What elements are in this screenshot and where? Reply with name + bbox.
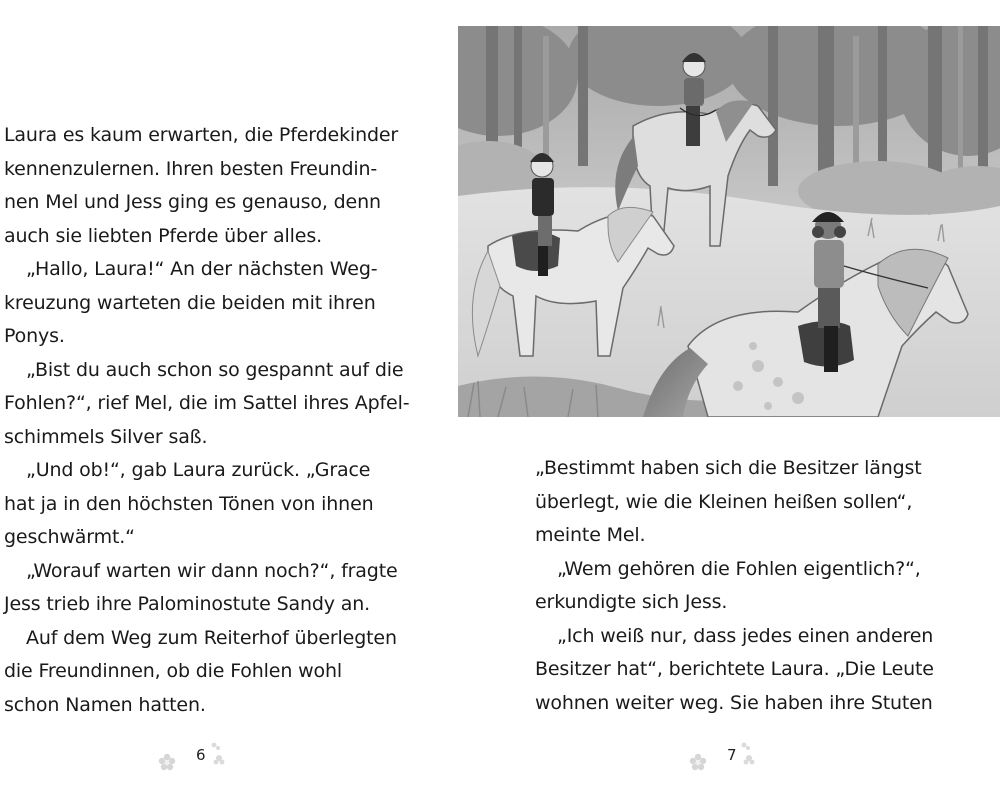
text-line: „Ich weiß nur, dass jedes einen anderen xyxy=(557,624,934,647)
page-number: 7 xyxy=(727,746,737,764)
text-line: auch sie liebten Pferde über alles. xyxy=(4,224,322,247)
text-line: „Und ob!“, gab Laura zurück. „Grace xyxy=(26,459,371,481)
left-page xyxy=(0,0,450,800)
text-line: Besitzer hat“, berichtete Laura. „Die Leute xyxy=(535,658,934,680)
text-line: erkundigte sich Jess. xyxy=(535,591,728,613)
flower-ornament-icon xyxy=(206,740,226,768)
text-line: wohnen weiter weg. Sie haben ihre Stuten xyxy=(535,691,933,714)
text-line: nen Mel und Jess ging es genauso, denn xyxy=(4,191,381,213)
text-line: schimmels Silver saß. xyxy=(4,425,208,448)
text-line: hat ja in den höchsten Tönen von ihnen xyxy=(4,492,374,515)
text-line: „Hallo, Laura!“ An der nächsten Weg- xyxy=(26,258,378,280)
text-line: geschwärmt.“ xyxy=(4,526,135,548)
story-illustration xyxy=(458,26,1000,417)
text-line: schon Namen hatten. xyxy=(4,693,206,716)
flower-ornament-icon xyxy=(156,751,178,773)
text-line: Auf dem Weg zum Reiterhof überlegten xyxy=(26,626,397,649)
right-page xyxy=(450,0,1000,800)
flower-ornament-icon xyxy=(687,751,709,773)
text-line: Fohlen?“, rief Mel, die im Sattel ihres Apfel- xyxy=(4,392,410,414)
riders-in-forest-image xyxy=(458,26,1000,417)
text-line: kreuzung warteten die beiden mit ihren xyxy=(4,291,376,314)
text-line: „Bist du auch schon so gespannt auf die xyxy=(26,358,404,381)
text-line: überlegt, wie die Kleinen heißen sollen“, xyxy=(535,490,913,513)
left-page-text xyxy=(4,119,444,722)
page-number: 6 xyxy=(196,746,206,764)
text-line: „Wem gehören die Fohlen eigentlich?“, xyxy=(557,557,921,580)
flower-ornament-icon xyxy=(736,740,756,768)
text-line: Jess trieb ihre Palominostute Sandy an. xyxy=(4,593,371,615)
text-line: Laura es kaum erwarten, die Pferdekinder xyxy=(4,124,399,146)
text-line: meinte Mel. xyxy=(535,524,646,546)
text-line: die Freundinnen, ob die Fohlen wohl xyxy=(4,660,343,682)
text-line: Ponys. xyxy=(4,325,65,347)
text-line: kennenzulernen. Ihren besten Freundin- xyxy=(4,157,378,180)
right-page-text xyxy=(535,452,995,720)
text-line: „Worauf warten wir dann noch?“, fragte xyxy=(26,559,398,582)
text-line: „Bestimmt haben sich die Besitzer längst xyxy=(535,457,922,479)
